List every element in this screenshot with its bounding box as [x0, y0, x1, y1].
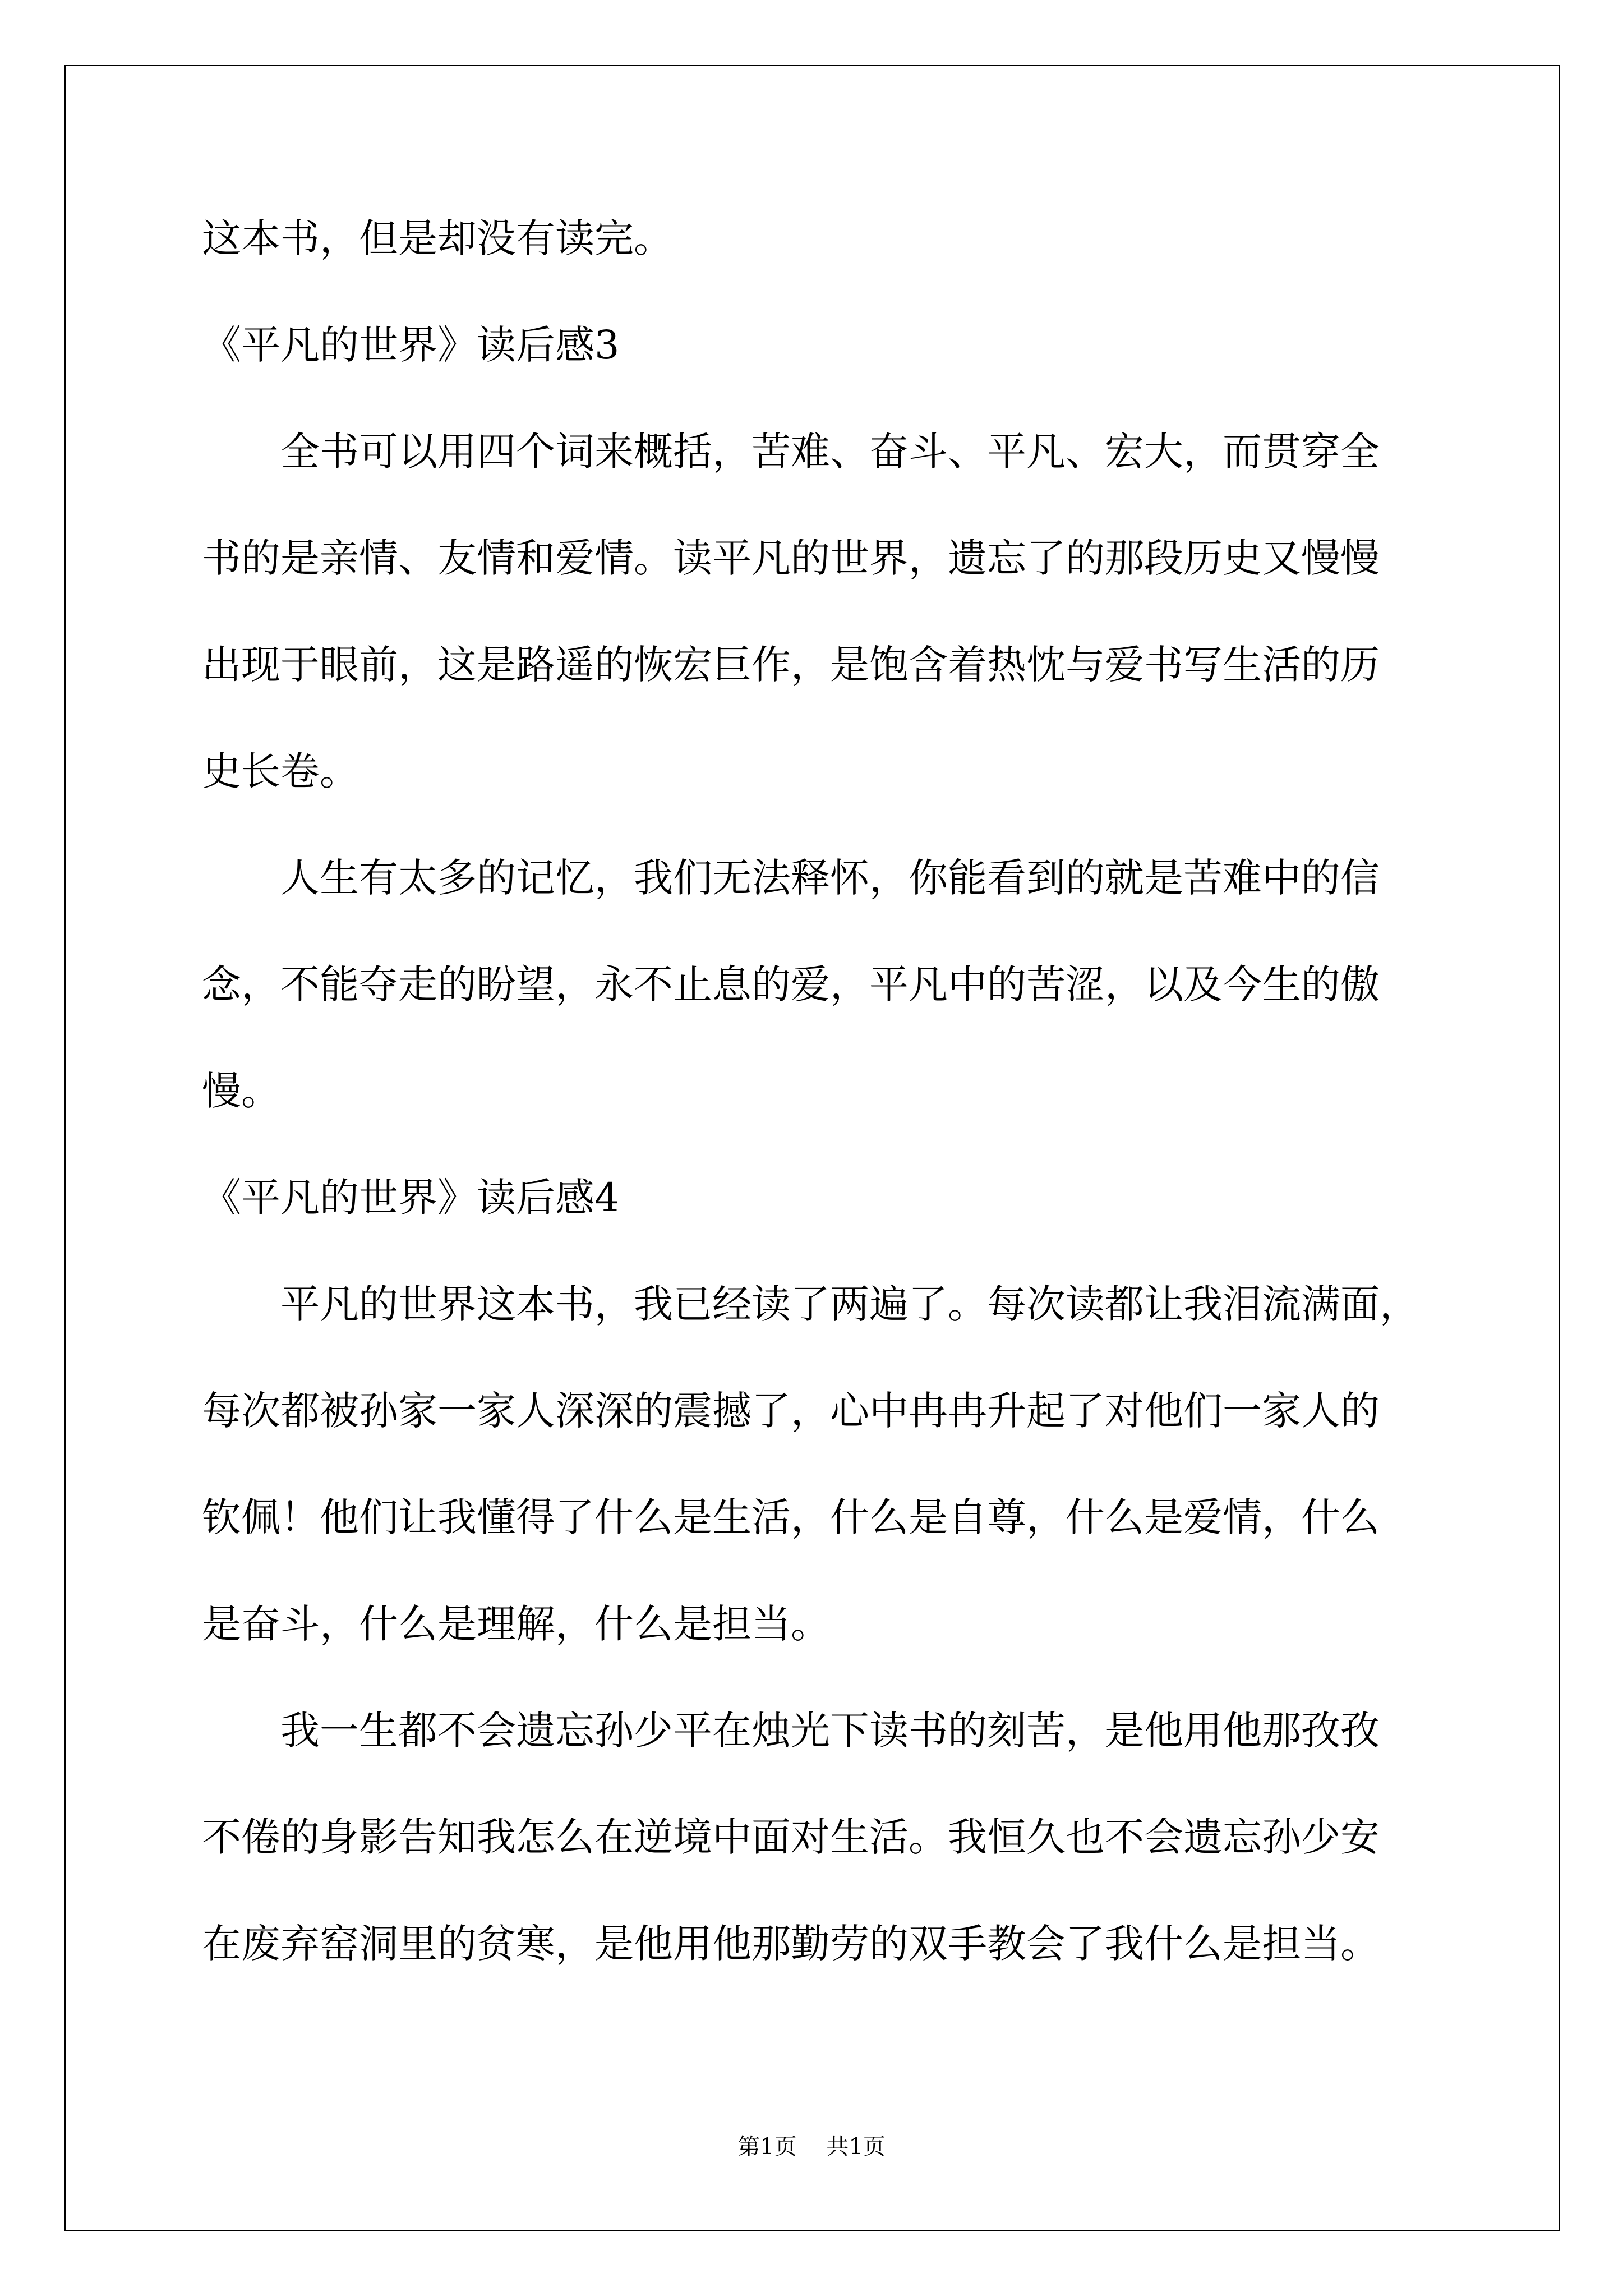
- paragraph-line: 念，不能夺走的盼望，永不止息的爱，平凡中的苦涩，以及今生的傲: [202, 961, 1380, 1007]
- text-line: 这本书，但是却没有读完。: [202, 215, 673, 261]
- paragraph-line: 我一生都不会遗忘孙少平在烛光下读书的刻苦，是他用他那孜孜: [280, 1708, 1380, 1754]
- paragraph-line: 是奋斗，什么是理解，什么是担当。: [202, 1601, 830, 1647]
- current-page-label: 第1页: [737, 2134, 797, 2160]
- paragraph-line: 钦佩！他们让我懂得了什么是生活，什么是自尊，什么是爱情，什么: [202, 1494, 1380, 1540]
- paragraph-line: 史长卷。: [202, 748, 359, 794]
- section-heading: 《平凡的世界》读后感3: [202, 322, 620, 368]
- paragraph-line: 人生有太多的记忆，我们无法释怀，你能看到的就是苦难中的信: [280, 855, 1380, 901]
- paragraph-line: 平凡的世界这本书，我已经读了两遍了。每次读都让我泪流满面，: [280, 1281, 1419, 1327]
- paragraph-line: 不倦的身影告知我怎么在逆境中面对生活。我恒久也不会遗忘孙少安: [202, 1814, 1380, 1860]
- page-border: [64, 65, 1560, 2231]
- paragraph-line: 出现于眼前，这是路遥的恢宏巨作，是饱含着热忱与爱书写生活的历: [202, 642, 1380, 688]
- paragraph-line: 全书可以用四个词来概括，苦难、奋斗、平凡、宏大，而贯穿全: [280, 429, 1380, 475]
- section-heading: 《平凡的世界》读后感4: [202, 1175, 620, 1221]
- paragraph-line: 在废弃窑洞里的贫寒，是他用他那勤劳的双手教会了我什么是担当。: [202, 1921, 1380, 1967]
- paragraph-line: 慢。: [202, 1068, 280, 1114]
- page-footer: [0, 2129, 1623, 2161]
- paragraph-line: 书的是亲情、友情和爱情。读平凡的世界，遗忘了的那段历史又慢慢: [202, 535, 1380, 581]
- total-pages-label: 共1页: [826, 2134, 886, 2160]
- paragraph-line: 每次都被孙家一家人深深的震撼了，心中冉冉升起了对他们一家人的: [202, 1388, 1380, 1434]
